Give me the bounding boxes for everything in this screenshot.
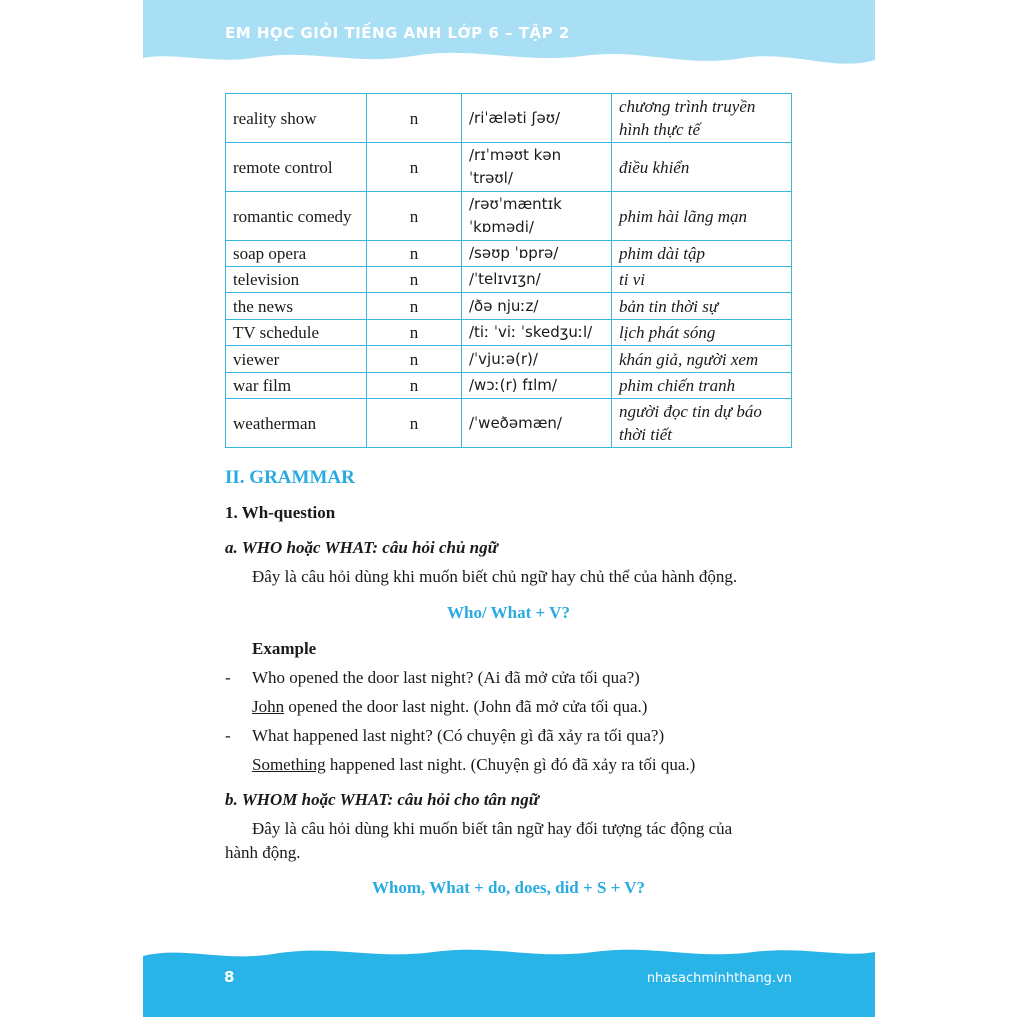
pronunciation: /rəʊˈmæntɪk ˈkɒmədi/ (462, 192, 612, 241)
example-1-answer (252, 697, 647, 717)
vietnamese-meaning: phim dài tập (612, 241, 792, 267)
formula-a: Who/ What + V? (447, 603, 570, 622)
vietnamese-meaning: phim hài lãng mạn (612, 192, 792, 241)
part-of-speech: n (367, 267, 462, 293)
pronunciation: /wɔː(r) fɪlm/ (462, 373, 612, 399)
vocabulary-table (225, 93, 792, 448)
bullet: - (225, 726, 231, 745)
formula-b: Whom, What + do, does, did + S + V? (371, 878, 646, 897)
vocab-row (226, 143, 792, 192)
example-2-question: What happened last night? (Có chuyện gì đã xảy ra tối qua?) (252, 726, 665, 745)
vocab-word: remote control (226, 143, 367, 192)
book-page (143, 0, 875, 1017)
part-of-speech: n (367, 143, 462, 192)
part-of-speech: n (367, 241, 462, 267)
part-b-title: b. WHOM hoặc WHAT: câu hỏi cho tân ngữ (225, 790, 539, 809)
pronunciation: /ˈweðəmæn/ (462, 399, 612, 448)
vietnamese-meaning: điều khiển (612, 143, 792, 192)
underlined-subject: John (252, 697, 285, 716)
part-a-description: Đây là câu hỏi dùng khi muốn biết chủ ngữ hay chủ thể của hành động. (252, 567, 738, 586)
vocab-row (226, 241, 792, 267)
vietnamese-meaning: lịch phát sóng (612, 320, 792, 346)
vocab-row (226, 399, 792, 448)
page-number: 8 (224, 968, 235, 986)
pronunciation: /ðə njuːz/ (462, 293, 612, 320)
vocab-word: TV schedule (226, 320, 367, 346)
vietnamese-meaning: khán giả, người xem (612, 346, 792, 373)
example-2-answer (252, 755, 695, 775)
vocab-row (226, 192, 792, 241)
vietnamese-meaning: bản tin thời sự (612, 293, 792, 320)
vocab-row (226, 94, 792, 143)
part-of-speech: n (367, 320, 462, 346)
part-b-description-line2: hành động. (225, 843, 301, 862)
part-of-speech: n (367, 192, 462, 241)
vocab-row (226, 320, 792, 346)
part-of-speech: n (367, 399, 462, 448)
answer-text: happened last night. (Chuyện gì đó đã xảy ra tối qua.) (325, 755, 696, 774)
header-title: EM HỌC GIỎI TIẾNG ANH LỚP 6 – TẬP 2 (225, 24, 570, 42)
vocab-word: soap opera (226, 241, 367, 267)
vocab-word: the news (226, 293, 367, 320)
pronunciation: /riˈæləti ʃəʊ/ (462, 94, 612, 143)
part-of-speech: n (367, 293, 462, 320)
part-of-speech: n (367, 94, 462, 143)
example-1-question: Who opened the door last night? (Ai đã mở cửa tối qua?) (252, 668, 640, 687)
vietnamese-meaning: ti vi (612, 267, 792, 293)
vocab-word: viewer (226, 346, 367, 373)
bullet: - (225, 668, 231, 687)
vocab-row (226, 373, 792, 399)
vietnamese-meaning: phim chiến tranh (612, 373, 792, 399)
pronunciation: /səʊp ˈɒprə/ (462, 241, 612, 267)
vocab-word: war film (226, 373, 367, 399)
section-heading: II. GRAMMAR (225, 467, 355, 488)
underlined-subject: Something (252, 755, 326, 774)
pronunciation: /ˈvjuːə(r)/ (462, 346, 612, 373)
pronunciation: /ˈtelɪvɪʒn/ (462, 267, 612, 293)
vocab-word: weatherman (226, 399, 367, 448)
vocab-word: reality show (226, 94, 367, 143)
part-of-speech: n (367, 346, 462, 373)
subheading: 1. Wh-question (225, 503, 336, 522)
vocab-word: television (226, 267, 367, 293)
publisher-website: nhasachminhthang.vn (646, 971, 792, 986)
example-label: Example (252, 639, 317, 658)
vietnamese-meaning: chương trình truyền hình thực tế (612, 94, 792, 143)
part-of-speech: n (367, 373, 462, 399)
part-a-title: a. WHO hoặc WHAT: câu hỏi chủ ngữ (225, 538, 498, 557)
vocab-row (226, 293, 792, 320)
part-b-description-line1: Đây là câu hỏi dùng khi muốn biết tân ngữ hay đối tượng tác động của (252, 819, 733, 838)
pronunciation: /tiː ˈviː ˈskedʒuːl/ (462, 320, 612, 346)
vocab-row (226, 346, 792, 373)
answer-text: opened the door last night. (John đã mở cửa tối qua.) (284, 697, 648, 716)
vietnamese-meaning: người đọc tin dự báo thời tiết (612, 399, 792, 448)
pronunciation: /rɪˈməʊt kənˈtrəʊl/ (462, 143, 612, 192)
vocab-row (226, 267, 792, 293)
vocab-word: romantic comedy (226, 192, 367, 241)
